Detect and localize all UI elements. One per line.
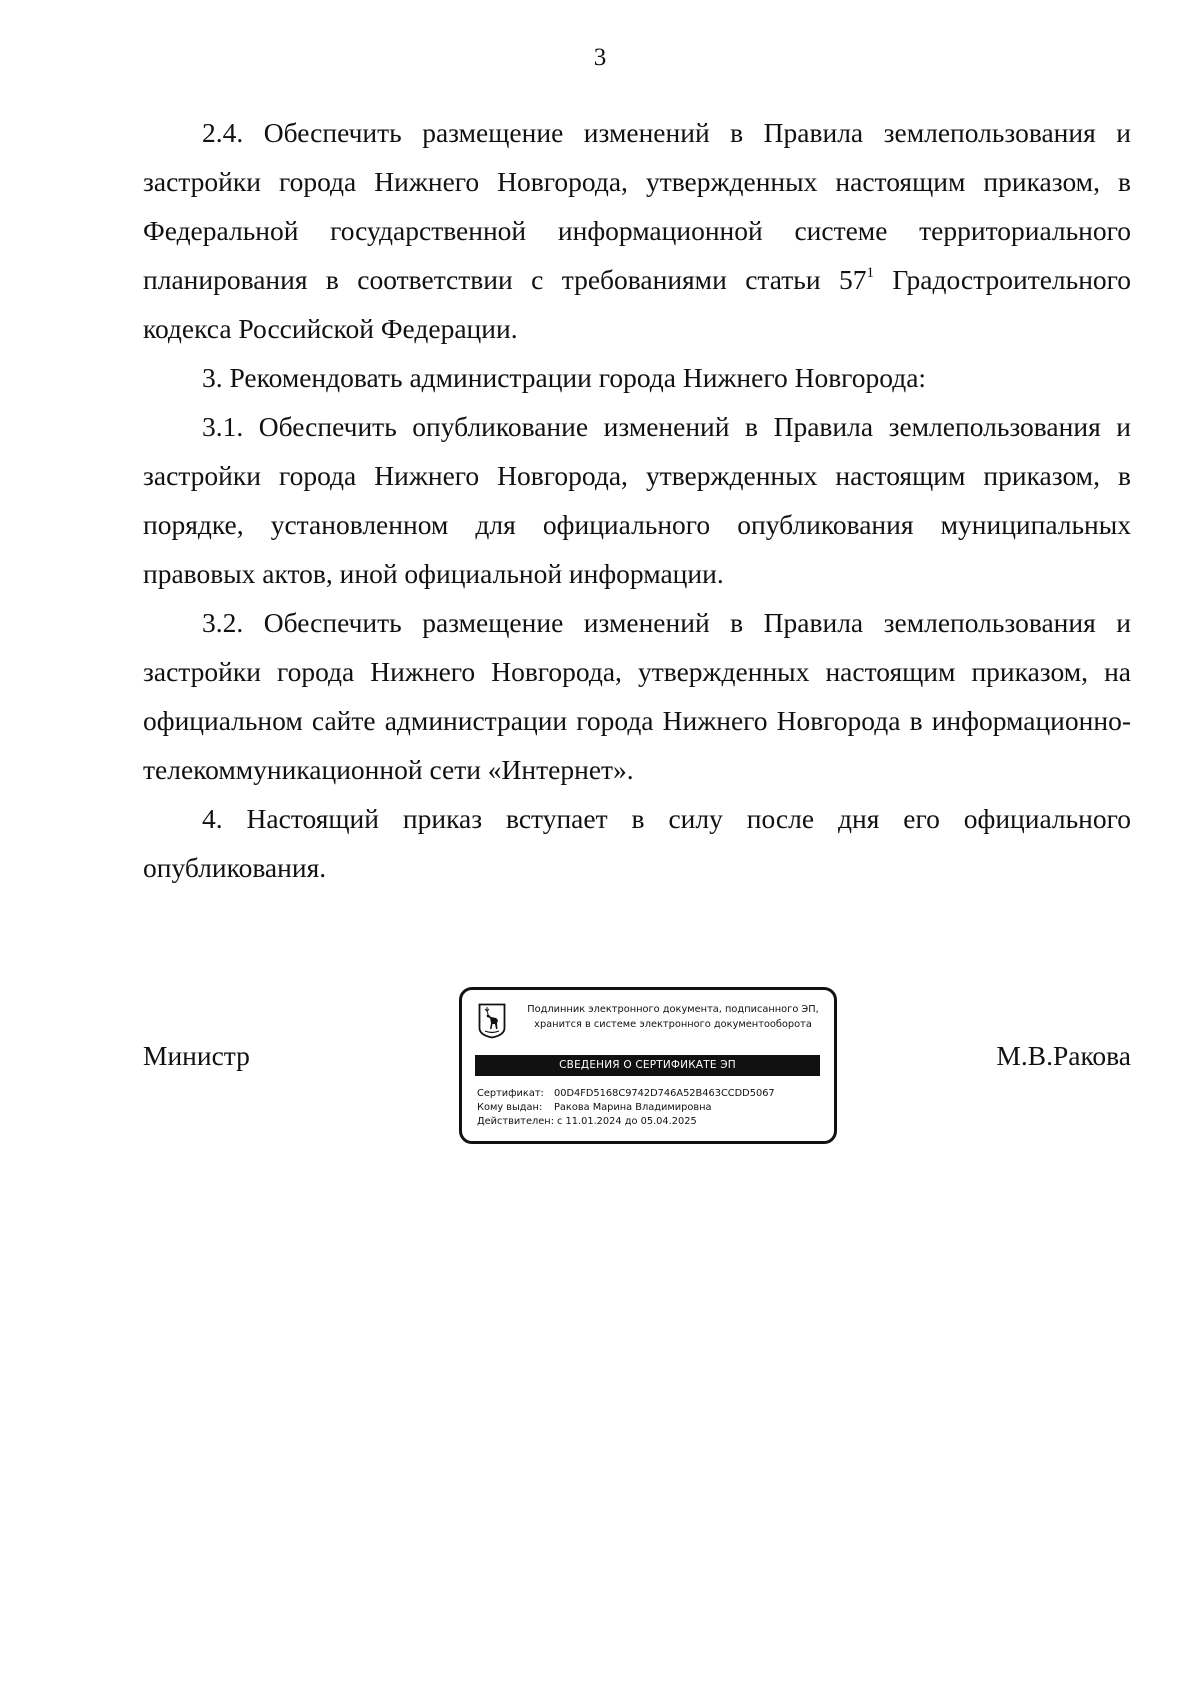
paragraph-2-4-text-end: Градостроительного кодекса Российской Федерации. xyxy=(143,264,1132,344)
validity-row xyxy=(477,1115,827,1129)
page-number: 3 xyxy=(593,44,607,71)
stamp-header-line-1: Подлинник электронного документа, подписанного ЭП, xyxy=(527,1004,819,1015)
paragraph-3: 3. Рекомендовать администрации города Нижнего Новгорода: xyxy=(202,362,927,393)
paragraph-3-1: 3.1. Обеспечить опубликование изменений в Правила землепользования и застройки города Нижнего Новгорода, утвержденных настоящим приказом, в порядке, установленном для официального опубликования муниципальных правовых актов, иной официальной информации. xyxy=(143,411,1131,589)
paragraph-3-2: 3.2. Обеспечить размещение изменений в Правила землепользования и застройки города Нижнего Новгорода, утвержденных настоящим приказом, на официальном сайте администрации города Нижнего Новгорода в информационно-телекоммуникационной сети «Интернет». xyxy=(143,607,1131,785)
stamp-certificate-title: СВЕДЕНИЯ О СЕРТИФИКАТЕ ЭП xyxy=(475,1055,820,1076)
issued-to-row xyxy=(477,1101,827,1115)
validity-label: Действителен: xyxy=(477,1116,555,1127)
deer-emblem-icon xyxy=(478,1003,506,1039)
certificate-value: 00D4FD5168C9742D746A52B463CCDD5067 xyxy=(554,1088,775,1099)
document-body xyxy=(143,108,1131,892)
validity-value: с 11.01.2024 до 05.04.2025 xyxy=(557,1116,697,1127)
certificate-label: Сертификат: xyxy=(477,1088,544,1099)
certificate-row xyxy=(477,1087,827,1101)
superscript-1: 1 xyxy=(866,265,874,281)
issued-to-label: Кому выдан: xyxy=(477,1102,543,1113)
signer-position: Министр xyxy=(143,1040,250,1071)
paragraph-2-4 xyxy=(143,108,1131,353)
paragraph-2-4-text: 2.4. Обеспечить размещение изменений в Правила землепользования и застройки города Нижнего Новгорода, утвержденных настоящим приказом, в Федеральной государственной информационной системе территориального планирования в соответствии с требованиями статьи 57 xyxy=(143,117,1131,295)
paragraph-4: 4. Настоящий приказ вступает в силу после дня его официального опубликования. xyxy=(143,803,1131,883)
stamp-header xyxy=(514,1002,832,1032)
electronic-signature-stamp xyxy=(459,987,837,1144)
issued-to-value: Ракова Марина Владимировна xyxy=(554,1102,712,1113)
stamp-certificate-details xyxy=(477,1087,827,1129)
stamp-header-line-2: хранится в системе электронного документооборота xyxy=(534,1019,812,1030)
signer-name: М.В.Ракова xyxy=(996,1040,1131,1071)
